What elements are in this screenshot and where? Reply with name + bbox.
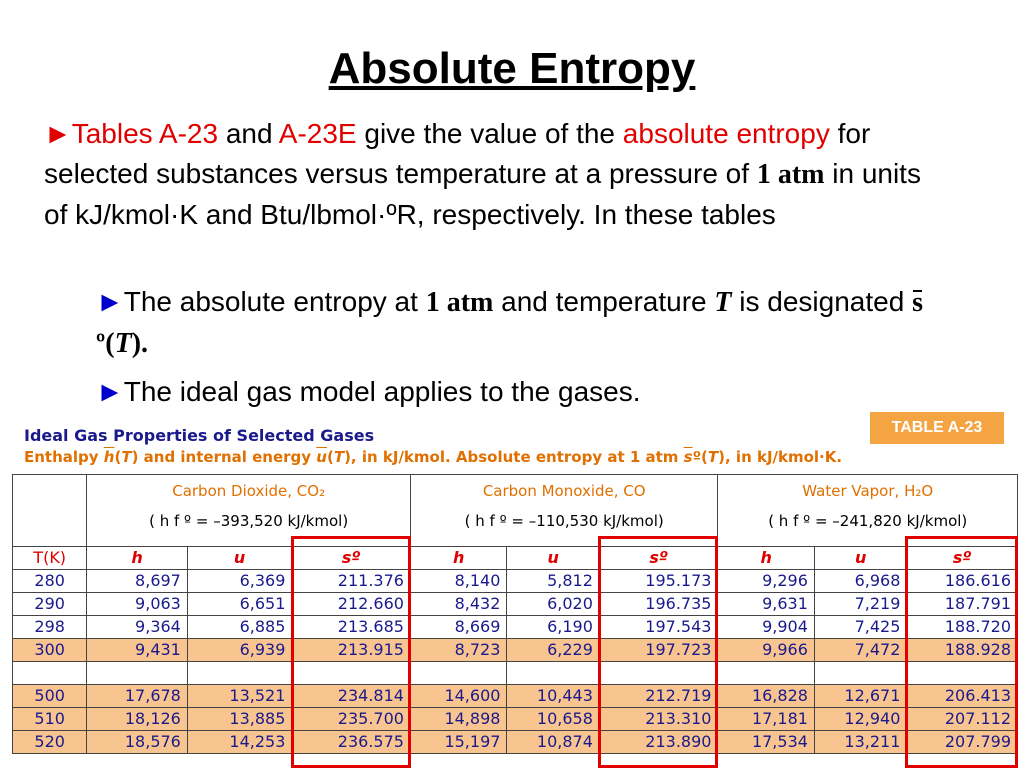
group-name: Water Vapor, H₂O <box>802 482 934 500</box>
value-cell: 213.685 <box>292 616 411 639</box>
subtitle-part: Enthalpy <box>24 448 104 466</box>
temperature-cell: 520 <box>13 731 87 754</box>
temperature-cell: 280 <box>13 570 87 593</box>
table-title: Ideal Gas Properties of Selected Gases <box>24 426 375 445</box>
group-name: Carbon Monoxide, CO <box>482 482 646 500</box>
col-u: u <box>814 547 906 570</box>
subtitle-part: T <box>707 448 719 466</box>
value-cell: 10,443 <box>507 685 599 708</box>
table-tag: TABLE A-23 <box>870 412 1004 444</box>
value-cell: 10,658 <box>507 708 599 731</box>
value-cell: 213.915 <box>292 639 411 662</box>
value-cell: 195.173 <box>599 570 718 593</box>
subtitle-part: ), in kJ/kmol·K. <box>718 448 843 466</box>
subtitle-part: T <box>121 448 132 466</box>
value-cell: 6,885 <box>187 616 292 639</box>
sub1-symbol-s: s <box>912 283 923 323</box>
value-cell: 5,812 <box>507 570 599 593</box>
intro-text: for selected substances versus temperature at a pressure of <box>44 118 871 189</box>
group-h2o <box>718 475 1018 547</box>
corner-cell <box>13 475 87 547</box>
table-row <box>13 570 1018 593</box>
value-cell: 234.814 <box>292 685 411 708</box>
value-cell: 18,126 <box>87 708 188 731</box>
sub2-text: The ideal gas model applies to the gases. <box>123 376 641 407</box>
sub1-symbol: ). <box>131 328 149 359</box>
value-cell <box>718 662 814 685</box>
value-cell: 188.928 <box>907 639 1018 662</box>
blank-row <box>13 662 1018 685</box>
group-co <box>410 475 718 547</box>
value-cell: 8,140 <box>410 570 506 593</box>
value-cell: 188.720 <box>907 616 1018 639</box>
col-h: h <box>718 547 814 570</box>
value-cell: 9,966 <box>718 639 814 662</box>
value-cell: 10,874 <box>507 731 599 754</box>
value-cell: 18,576 <box>87 731 188 754</box>
value-cell: 6,968 <box>814 570 906 593</box>
value-cell: 8,432 <box>410 593 506 616</box>
value-cell: 6,369 <box>187 570 292 593</box>
value-cell: 7,219 <box>814 593 906 616</box>
temperature-cell: 300 <box>13 639 87 662</box>
value-cell: 17,534 <box>718 731 814 754</box>
value-cell: 186.616 <box>907 570 1018 593</box>
subbullet-designation <box>96 282 926 364</box>
subtitle-part: ( <box>114 448 122 466</box>
sub1-pressure: 1 atm <box>425 287 494 318</box>
value-cell: 17,678 <box>87 685 188 708</box>
value-cell <box>187 662 292 685</box>
value-cell: 207.112 <box>907 708 1018 731</box>
value-cell: 6,190 <box>507 616 599 639</box>
sub1-symbol-t: T <box>114 328 132 359</box>
col-s: sº <box>907 547 1018 570</box>
table-subtitle <box>24 448 842 466</box>
subtitle-part: T <box>333 448 345 466</box>
col-temperature: T(K) <box>13 547 87 570</box>
value-cell: 9,431 <box>87 639 188 662</box>
intro-absolute-entropy: absolute entropy <box>622 118 830 149</box>
temperature-cell: 298 <box>13 616 87 639</box>
value-cell: 17,181 <box>718 708 814 731</box>
value-cell: 8,669 <box>410 616 506 639</box>
value-cell: 9,364 <box>87 616 188 639</box>
value-cell: 13,521 <box>187 685 292 708</box>
value-cell: 8,723 <box>410 639 506 662</box>
intro-paragraph <box>44 114 944 235</box>
sub1-text: and temperature <box>493 286 715 317</box>
value-cell <box>907 662 1018 685</box>
value-cell: 12,671 <box>814 685 906 708</box>
table-row <box>13 639 1018 662</box>
value-cell: 9,631 <box>718 593 814 616</box>
subtitle-part: $\overline{s}$ <box>683 448 693 466</box>
intro-ref-a23: Tables A-23 <box>71 118 219 149</box>
temperature-cell <box>13 662 87 685</box>
subbullet-ideal-gas <box>96 372 926 412</box>
intro-text: give the value of the <box>356 118 623 149</box>
bullet-icon: ► <box>44 118 72 149</box>
value-cell: 187.791 <box>907 593 1018 616</box>
value-cell: 8,697 <box>87 570 188 593</box>
value-cell: 14,253 <box>187 731 292 754</box>
col-h: h <box>87 547 188 570</box>
intro-text: in units of kJ/kmol·K and Btu/lbmol·ºR, respectively. In these tables <box>44 158 921 230</box>
group-formation: ( h f º = –241,820 kJ/kmol) <box>768 512 968 530</box>
subtitle-part: $\overline{u}$ <box>316 448 327 466</box>
value-cell: 196.735 <box>599 593 718 616</box>
col-u: u <box>507 547 599 570</box>
value-cell: 6,939 <box>187 639 292 662</box>
value-cell: 207.799 <box>907 731 1018 754</box>
value-cell: 236.575 <box>292 731 411 754</box>
value-cell: 213.310 <box>599 708 718 731</box>
value-cell: 6,229 <box>507 639 599 662</box>
page-title: Absolute Entropy <box>328 44 696 93</box>
table-row <box>13 616 1018 639</box>
temperature-cell: 500 <box>13 685 87 708</box>
value-cell: 212.660 <box>292 593 411 616</box>
subtitle-part: ) and internal energy <box>131 448 317 466</box>
temperature-cell: 510 <box>13 708 87 731</box>
bullet-icon: ► <box>96 376 124 407</box>
value-cell <box>507 662 599 685</box>
intro-ref-a23e: A-23E <box>278 118 357 149</box>
group-formation: ( h f º = –393,520 kJ/kmol) <box>149 512 349 530</box>
value-cell: 9,063 <box>87 593 188 616</box>
table-row <box>13 685 1018 708</box>
col-h: h <box>410 547 506 570</box>
table-row <box>13 708 1018 731</box>
value-cell <box>87 662 188 685</box>
value-cell <box>410 662 506 685</box>
group-formation: ( h f º = –110,530 kJ/kmol) <box>464 512 664 530</box>
intro-text: and <box>218 118 279 149</box>
value-cell: 206.413 <box>907 685 1018 708</box>
value-cell: 15,197 <box>410 731 506 754</box>
value-cell: 6,651 <box>187 593 292 616</box>
bullet-icon: ► <box>96 286 124 317</box>
group-name: Carbon Dioxide, CO₂ <box>172 482 326 500</box>
value-cell: 13,885 <box>187 708 292 731</box>
subtitle-part: $\overline{h}$ <box>103 448 115 466</box>
value-cell: 14,898 <box>410 708 506 731</box>
value-cell: 14,600 <box>410 685 506 708</box>
value-cell: 213.890 <box>599 731 718 754</box>
value-cell <box>292 662 411 685</box>
value-cell <box>599 662 718 685</box>
value-cell: 235.700 <box>292 708 411 731</box>
column-header-row <box>13 547 1018 570</box>
table-row <box>13 731 1018 754</box>
value-cell: 211.376 <box>292 570 411 593</box>
value-cell: 197.543 <box>599 616 718 639</box>
subtitle-part: º( <box>692 448 708 466</box>
value-cell: 6,020 <box>507 593 599 616</box>
sub1-temperature: T <box>714 287 732 318</box>
temperature-cell: 290 <box>13 593 87 616</box>
value-cell: 7,425 <box>814 616 906 639</box>
value-cell: 7,472 <box>814 639 906 662</box>
sub1-text: is designated <box>731 286 913 317</box>
group-co2 <box>87 475 411 547</box>
value-cell: 9,904 <box>718 616 814 639</box>
value-cell: 13,211 <box>814 731 906 754</box>
subtitle-part: ( <box>326 448 334 466</box>
col-s: sº <box>292 547 411 570</box>
col-s: sº <box>599 547 718 570</box>
value-cell <box>814 662 906 685</box>
table-row <box>13 593 1018 616</box>
group-header-row <box>13 475 1018 547</box>
intro-pressure: 1 atm <box>756 159 825 190</box>
sub1-text: The absolute entropy at <box>123 286 426 317</box>
value-cell: 197.723 <box>599 639 718 662</box>
value-cell: 9,296 <box>718 570 814 593</box>
value-cell: 212.719 <box>599 685 718 708</box>
subtitle-part: ), in kJ/kmol. Absolute entropy at 1 atm <box>344 448 684 466</box>
value-cell: 16,828 <box>718 685 814 708</box>
value-cell: 12,940 <box>814 708 906 731</box>
col-u: u <box>187 547 292 570</box>
sub1-symbol: º( <box>96 328 115 359</box>
ideal-gas-table <box>12 474 1018 754</box>
